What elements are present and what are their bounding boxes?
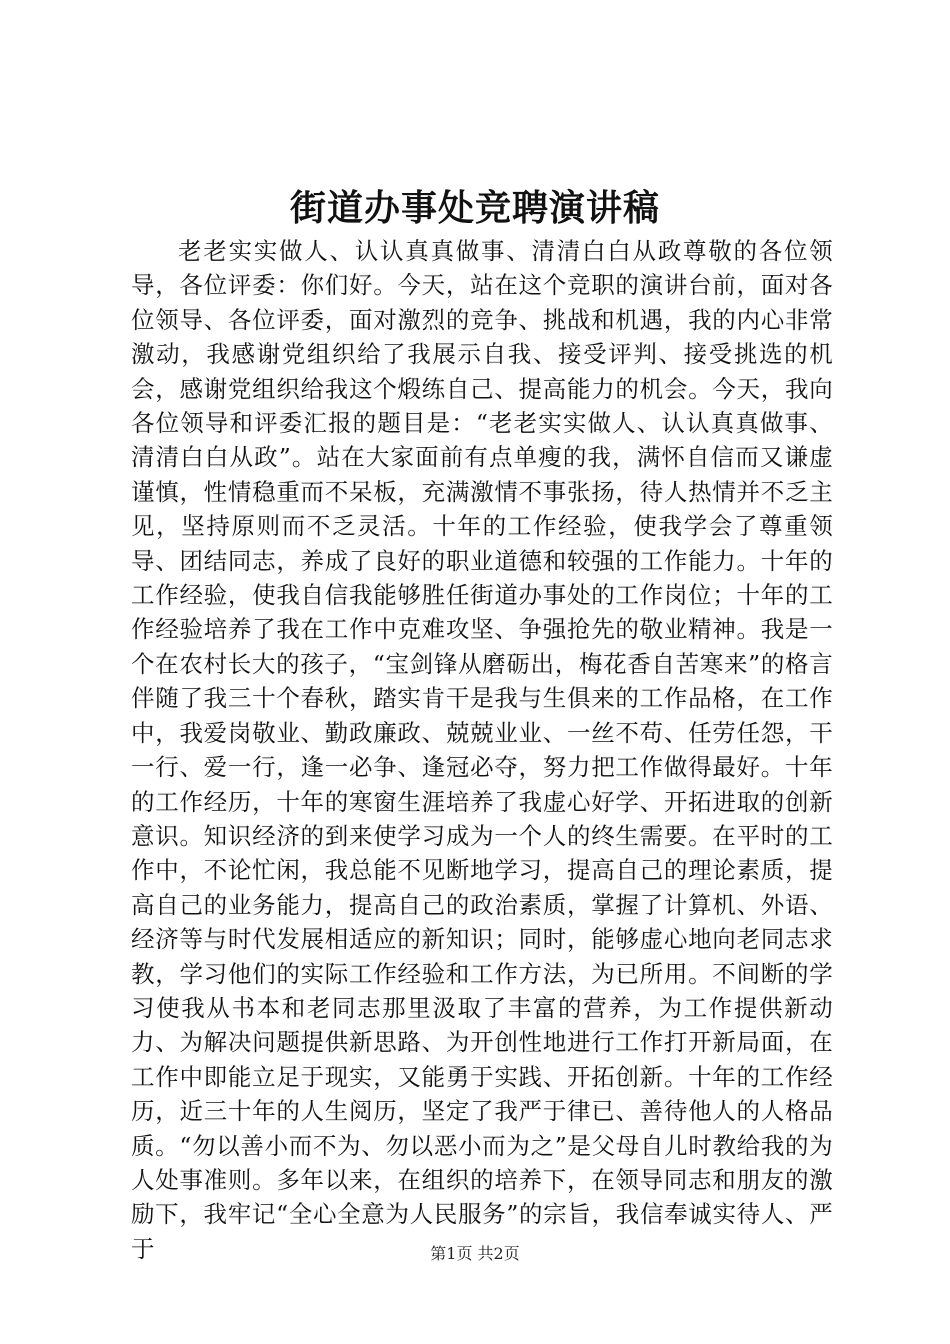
- speech-body-paragraph: 老老实实做人、认认真真做事、清清白白从政尊敬的各位领导，各位评委：你们好。今天，站在这个竞职的演讲台前，面对各位领导、各位评委，面对激烈的竞争、挑战和机遇，我的内心非常激动，我感谢党组织给了我展示自我、接受评判、接受挑选的机会，感谢党组织给我这个煅练自己、提高能力的机会。今天，我向各位领导和评委汇报的题目是：“老老实实做人、认认真真做事、清清白白从政”。站在大家面前有点单瘦的我，满怀自信而又谦虚谨慎，性情稳重而不呆板，充满激情不事张扬，待人热情并不乏主见，坚持原则而不乏灵活。十年的工作经验，使我学会了尊重领导、团结同志，养成了良好的职业道德和较强的工作能力。十年的工作经验，使我自信我能够胜任街道办事处的工作岗位；十年的工作经验培养了我在工作中克难攻坚、争强抢先的敬业精神。我是一个在农村长大的孩子，“宝剑锋从磨砺出，梅花香自苦寒来”的格言伴随了我三十个春秋，踏实肯干是我与生俱来的工作品格，在工作中，我爱岗敬业、勤政廉政、兢兢业业、一丝不苟、任劳任怨，干一行、爱一行，逢一必争、逢冠必夺，努力把工作做得最好。十年的工作经历，十年的寒窗生涯培养了我虚心好学、开拓进取的创新意识。知识经济的到来使学习成为一个人的终生需要。在平时的工作中，不论忙闲，我总能不见断地学习，提高自己的理论素质，提高自己的业务能力，提高自己的政治素质，掌握了计算机、外语、经济等与时代发展相适应的新知识；同时，能够虚心地向老同志求教，学习他们的实际工作经验和工作方法，为已所用。不间断的学习使我从书本和老同志那里汲取了丰富的营养，为工作提供新动力、为解决问题提供新思路、为开创性地进行工作打开新局面，在工作中即能立足于现实，又能勇于实践、开拓创新。十年的工作经历，近三十年的人生阅历，坚定了我严于律已、善待他人的人格品质。“勿以善小而不为、勿以恶小而为之”是父母自儿时教给我的为人处事准则。多年以来，在组织的培养下，在领导同志和朋友的激励下，我牢记“全心全意为人民服务”的宗旨，我信奉诚实待人、严于: [131, 237, 833, 1263]
- page-footer: 第1页 共2页: [430, 1244, 520, 1263]
- document-title: 街道办事处竞聘演讲稿: [289, 187, 660, 229]
